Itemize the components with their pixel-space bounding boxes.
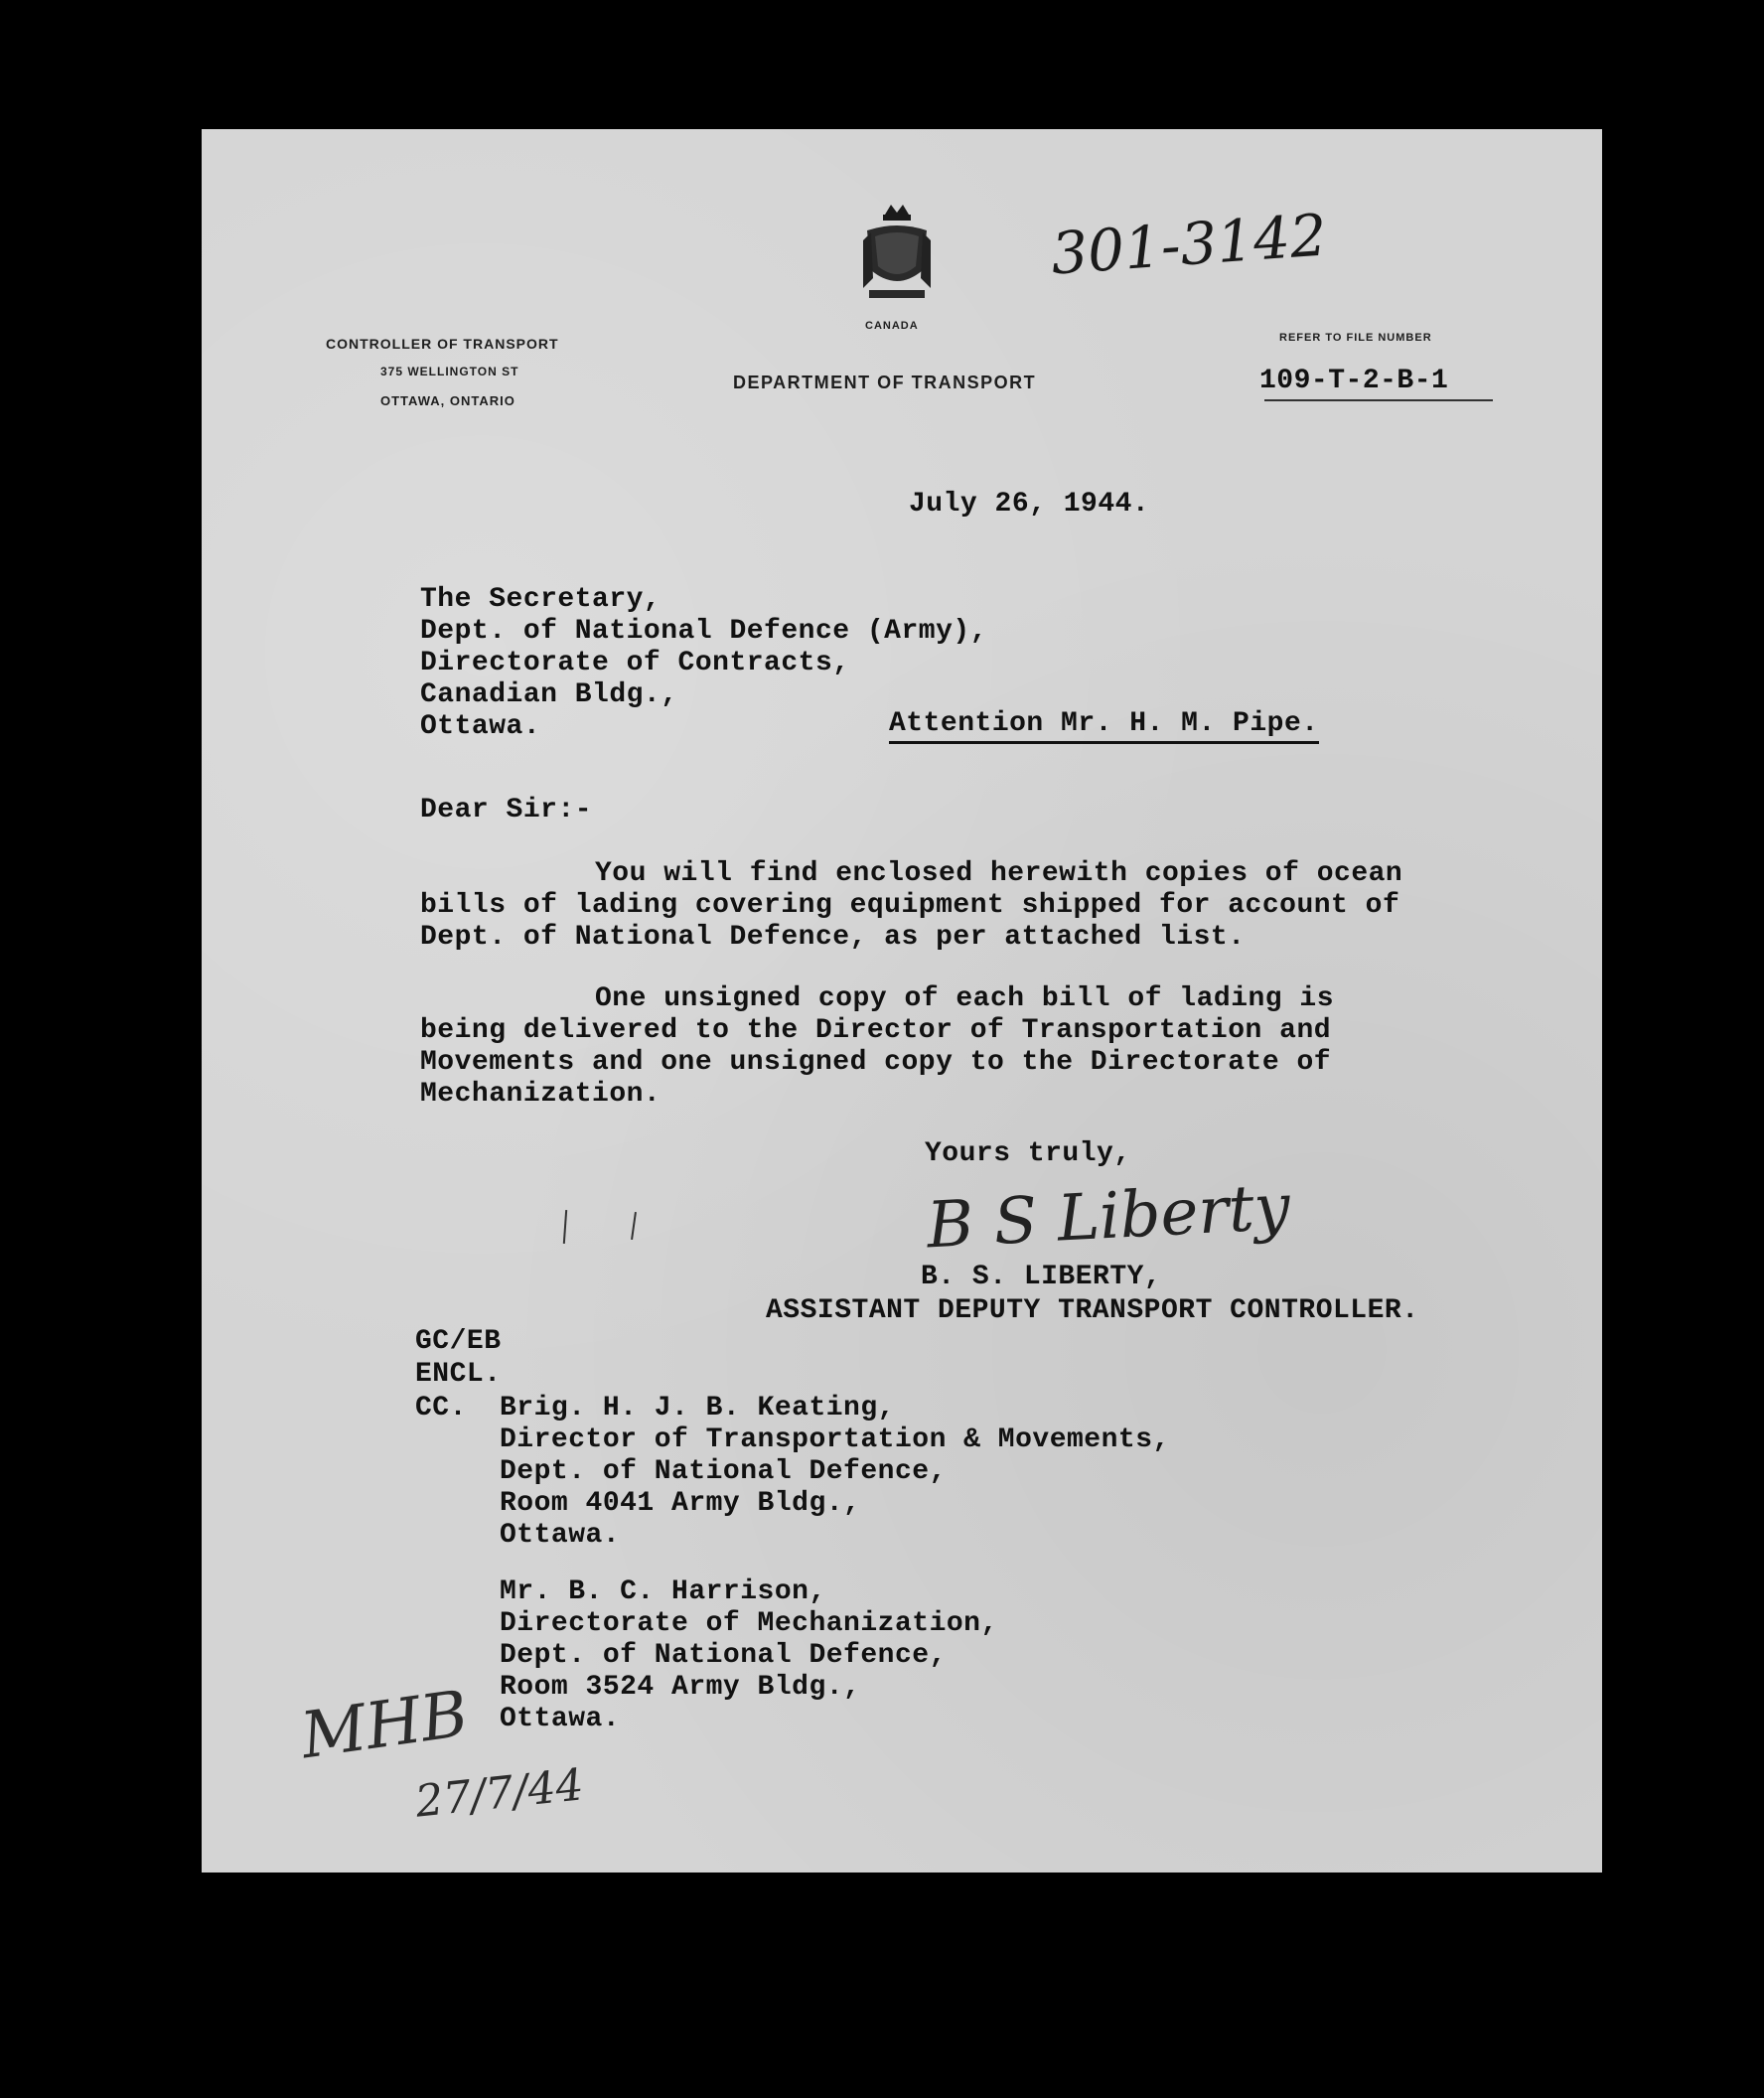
cc-line: Mr. B. C. Harrison, xyxy=(500,1576,826,1607)
letter-date: July 26, 1944. xyxy=(909,489,1150,520)
cc-line: Dept. of National Defence, xyxy=(500,1640,947,1671)
cc-line: Room 3524 Army Bldg., xyxy=(500,1672,861,1703)
cc-recipient-2 xyxy=(500,1576,998,1735)
file-number-label: REFER TO FILE NUMBER xyxy=(1279,332,1432,344)
letter-sheet xyxy=(202,129,1602,1873)
recipient-line: Canadian Bldg., xyxy=(420,679,678,710)
department-name: DEPARTMENT OF TRANSPORT xyxy=(733,373,1037,392)
paragraph-line: bills of lading covering equipment shipped for account of xyxy=(420,890,1400,921)
signer-title: ASSISTANT DEPUTY TRANSPORT CONTROLLER. xyxy=(766,1295,1419,1326)
cc-line: Director of Transportation & Movements, xyxy=(500,1424,1170,1455)
signer-name: B. S. LIBERTY, xyxy=(921,1262,1162,1292)
cc-line: Directorate of Mechanization, xyxy=(500,1608,998,1639)
pen-mark xyxy=(563,1210,567,1244)
recipient-line: Dept. of National Defence (Army), xyxy=(420,616,987,647)
recipient-line: The Secretary, xyxy=(420,584,662,615)
handwritten-date: 27/7/44 xyxy=(412,1759,586,1828)
handwritten-initials: MHB xyxy=(296,1677,473,1774)
pen-mark xyxy=(631,1212,637,1240)
letterhead-city: OTTAWA, ONTARIO xyxy=(380,393,515,408)
cc-label: CC. xyxy=(415,1393,467,1424)
enclosure-note: ENCL. xyxy=(415,1359,502,1390)
paragraph-line: You will find enclosed herewith copies of ocean xyxy=(595,858,1403,889)
recipient-line: Ottawa. xyxy=(420,711,541,742)
letterhead-street: 375 WELLINGTON ST xyxy=(380,365,519,378)
cc-recipient-1 xyxy=(500,1393,1170,1552)
salutation: Dear Sir:- xyxy=(420,795,593,825)
paragraph-line: being delivered to the Director of Transportation and xyxy=(420,1015,1332,1046)
file-number: 109-T-2-B-1 xyxy=(1259,366,1449,396)
cc-line: Room 4041 Army Bldg., xyxy=(500,1488,861,1519)
crest-caption: CANADA xyxy=(865,320,919,332)
paragraph-line: One unsigned copy of each bill of lading is xyxy=(595,983,1335,1014)
paragraph-line: Movements and one unsigned copy to the Directorate of xyxy=(420,1047,1332,1078)
attention-line: Attention Mr. H. M. Pipe. xyxy=(889,708,1319,744)
file-number-rule xyxy=(1264,399,1493,401)
typist-initials: GC/EB xyxy=(415,1326,502,1357)
signature: B S Liberty xyxy=(925,1170,1292,1264)
cc-line: Dept. of National Defence, xyxy=(500,1456,947,1487)
closing: Yours truly, xyxy=(925,1138,1131,1169)
handwritten-file-reference: 301-3142 xyxy=(1048,201,1329,288)
paragraph-1 xyxy=(420,858,1402,954)
recipient-line: Directorate of Contracts, xyxy=(420,648,850,678)
letterhead-office: CONTROLLER OF TRANSPORT xyxy=(326,336,559,352)
cc-line: Brig. H. J. B. Keating, xyxy=(500,1393,895,1424)
paragraph-line: Mechanization. xyxy=(420,1079,662,1110)
paragraph-line: Dept. of National Defence, as per attached list. xyxy=(420,922,1246,953)
canada-crest-icon xyxy=(857,201,937,310)
paragraph-2 xyxy=(420,983,1334,1111)
cc-line: Ottawa. xyxy=(500,1704,621,1734)
cc-line: Ottawa. xyxy=(500,1520,621,1551)
